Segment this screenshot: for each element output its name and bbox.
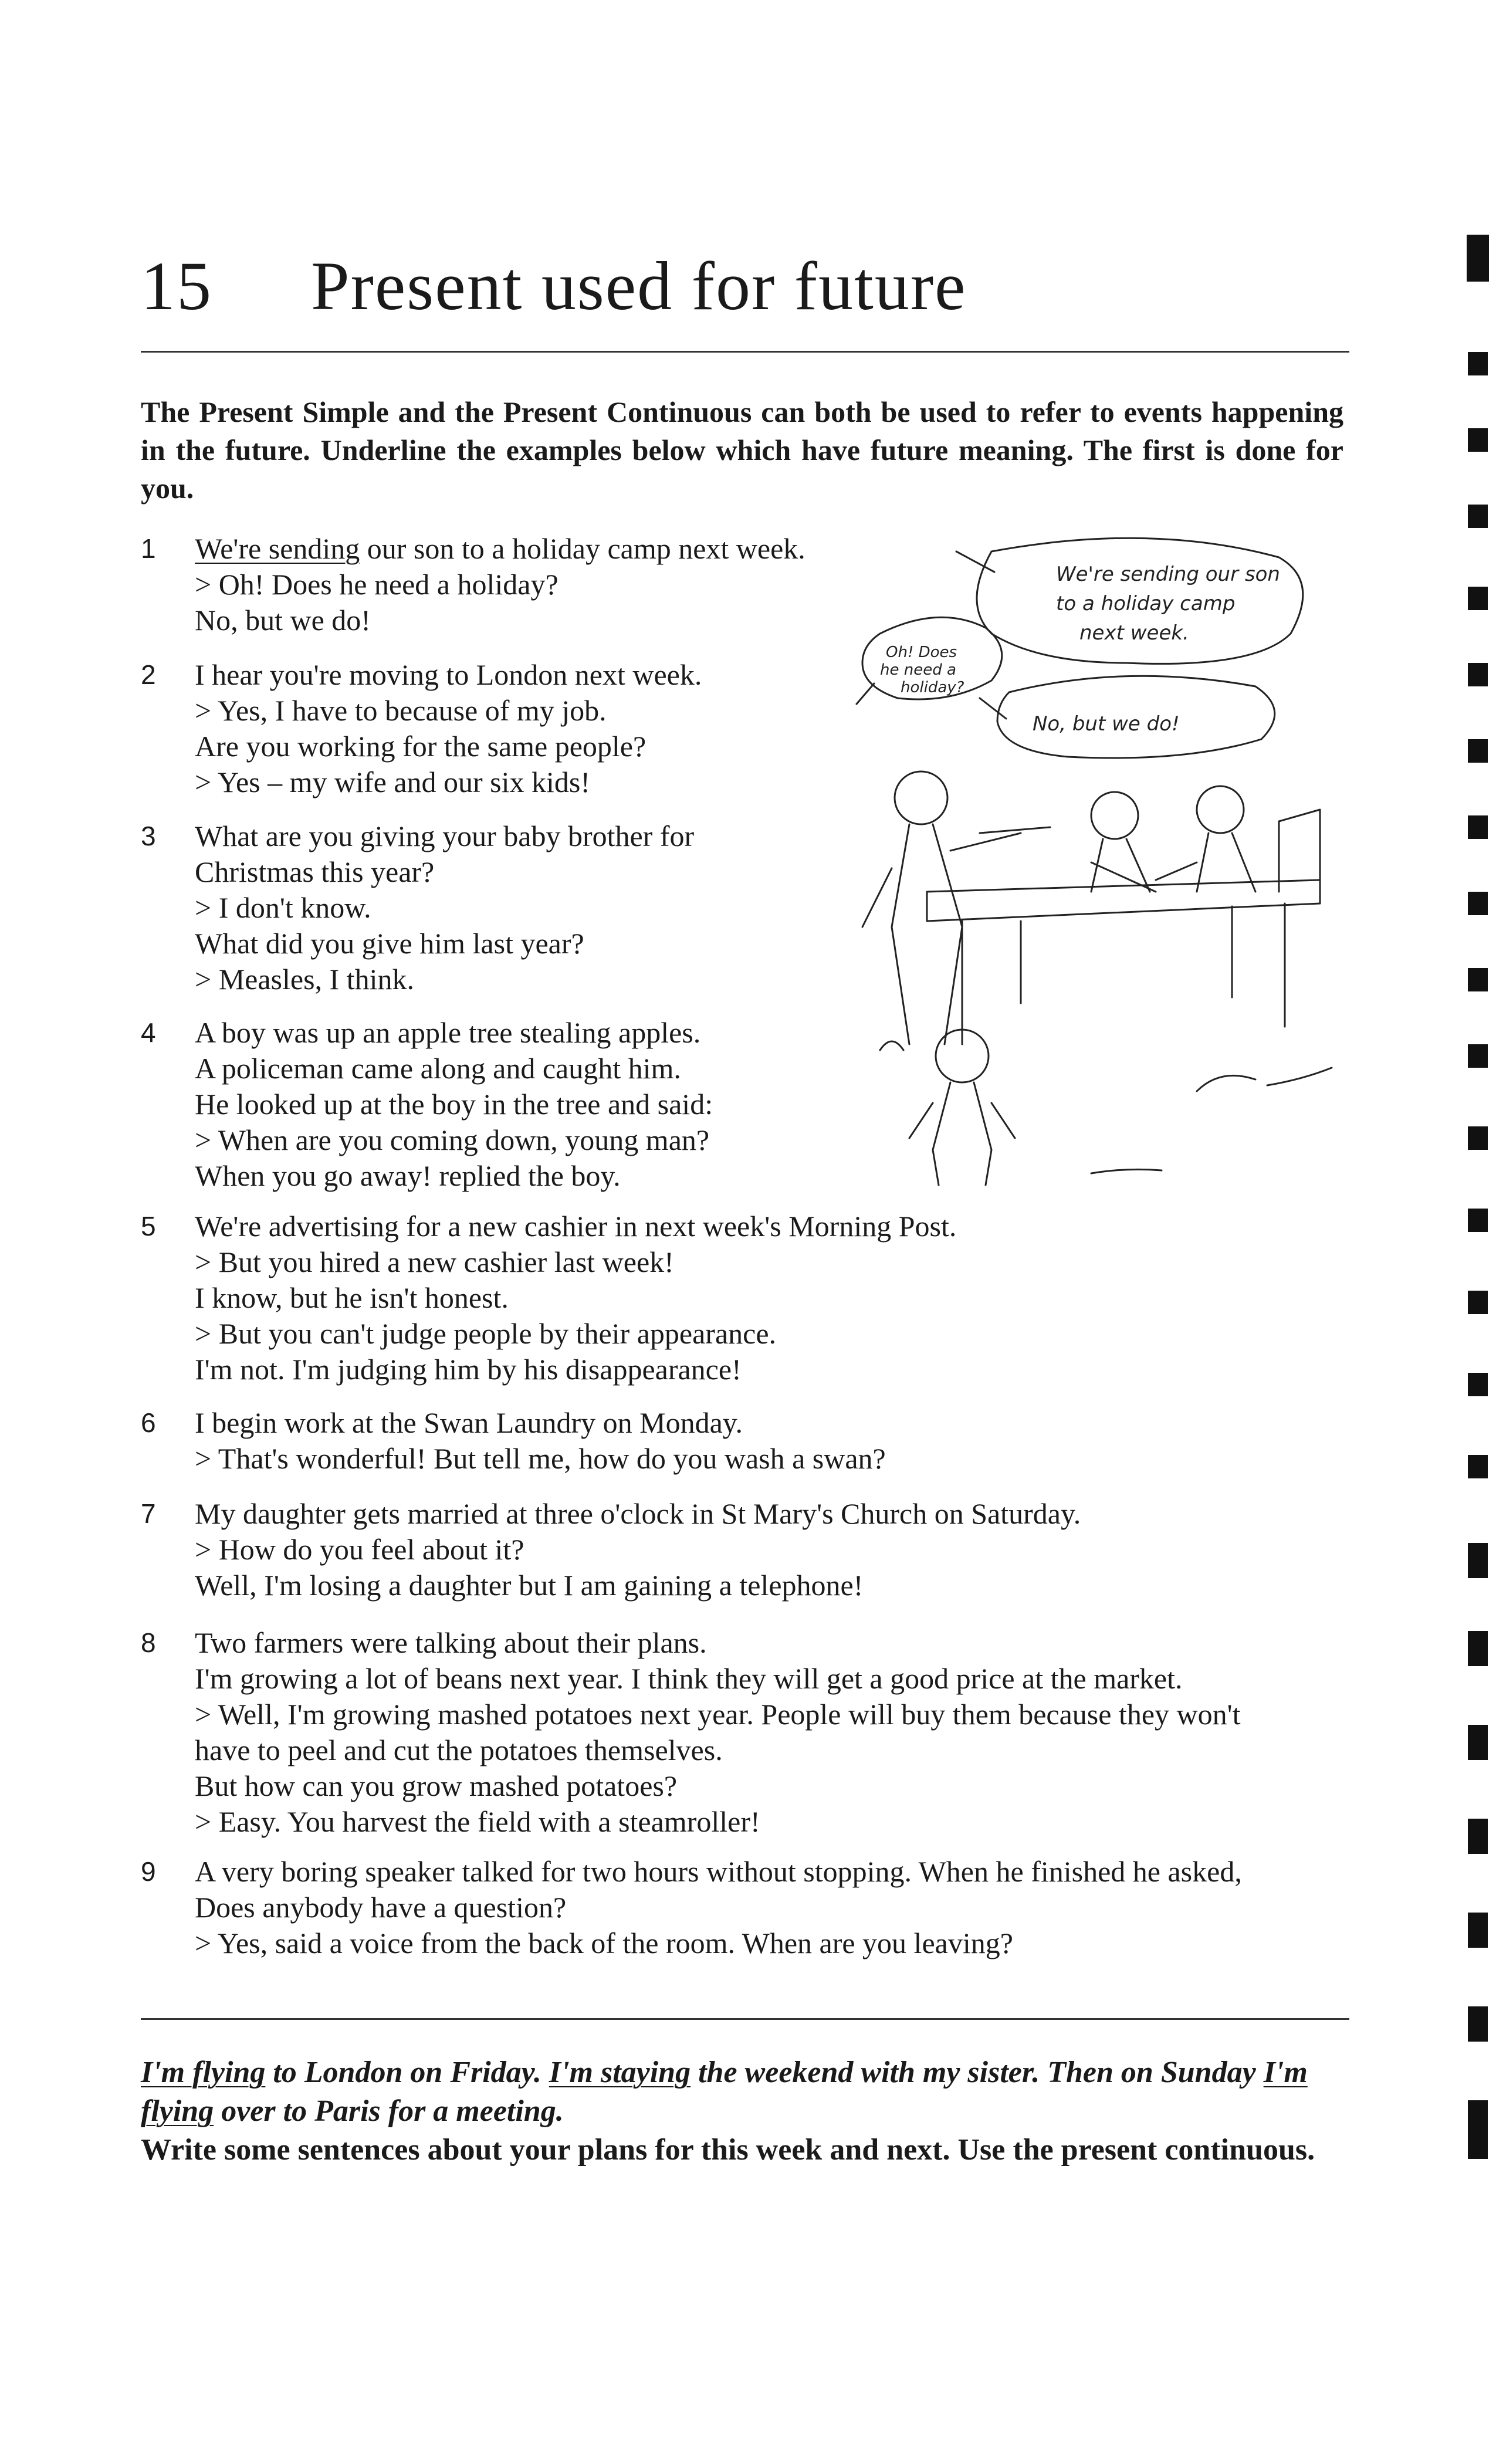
item-line: have to peel and cut the potatoes themselves. — [195, 1734, 723, 1766]
item-line: Well, I'm losing a daughter but I am gaining a telephone! — [195, 1569, 864, 1602]
item-line: A boy was up an apple tree stealing apples. — [195, 1016, 701, 1049]
item-line: > That's wonderful! But tell me, how do you wash a swan? — [195, 1442, 886, 1475]
bubble-reply-text: No, but we do! — [1033, 712, 1180, 736]
bubble-small-line-3: holiday? — [901, 679, 964, 696]
item-line: Christmas this year? — [195, 855, 435, 888]
bubble-large-line-2: to a holiday camp — [1056, 592, 1236, 615]
item-line: I know, but he isn't honest. — [195, 1281, 509, 1314]
item-number: 7 — [141, 1498, 156, 1529]
item-line: A policeman came along and caught him. — [195, 1052, 681, 1085]
item-number: 8 — [141, 1627, 156, 1658]
title-divider — [141, 351, 1349, 353]
item-line: What are you giving your baby brother for — [195, 820, 695, 852]
item-line: My daughter gets married at three o'clock in St Mary's Church on Saturday. — [195, 1497, 1081, 1530]
item-number: 3 — [141, 821, 156, 851]
waiter-head — [895, 771, 947, 824]
example-underlined-1: I'm flying — [141, 2056, 266, 2089]
item-line — [195, 531, 805, 567]
bubble-large-line-1: We're sending our son — [1056, 563, 1280, 586]
page-edge-marks — [1455, 176, 1496, 2229]
bubble-small-line-1: Oh! Does — [886, 644, 957, 661]
example-sentences — [141, 2053, 1349, 2131]
item-line: > But you hired a new cashier last week! — [195, 1245, 674, 1278]
item-line: A very boring speaker talked for two hours without stopping. When he finished he asked, — [195, 1855, 1242, 1888]
father-head — [1091, 792, 1138, 839]
example-underlined-2: I'm staying — [549, 2056, 691, 2089]
example-underlined-3: I'm flying — [141, 2056, 1308, 2128]
item-line: I hear you're moving to London next week. — [195, 658, 702, 691]
item-number: 1 — [141, 533, 156, 564]
item-line: > When are you coming down, young man? — [195, 1123, 710, 1156]
writing-instruction: Write some sentences about your plans for this week and next. Use the present continuous. — [141, 2133, 1315, 2167]
unit-number: 15 — [141, 248, 212, 324]
item-line: What did you give him last year? — [195, 927, 584, 960]
bubble-small-line-2: he need a — [880, 661, 956, 679]
page-title — [141, 246, 967, 326]
example-text-2: the weekend with my sister. Then on Sunday — [691, 2056, 1264, 2089]
item-line: I'm not. I'm judging him by his disappearance! — [195, 1353, 742, 1386]
item-line: No, but we do! — [195, 604, 371, 637]
item-line: But how can you grow mashed potatoes? — [195, 1769, 678, 1802]
item-line: > How do you feel about it? — [195, 1533, 524, 1566]
item-number: 6 — [141, 1407, 156, 1438]
table-top — [927, 880, 1320, 921]
example-text-1: to London on Friday. — [265, 2056, 549, 2089]
underlined-example: We're sending — [195, 532, 360, 565]
item-line: Two farmers were talking about their plans. — [195, 1626, 707, 1659]
item-line-rest: our son to a holiday camp next week. — [360, 532, 805, 565]
intro-instructions: The Present Simple and the Present Continuous can both be used to refer to events happening in the future. Underline the examples below which have future meaning. The first is done for you. — [141, 395, 1343, 505]
item-number: 9 — [141, 1856, 156, 1887]
item-line: > Yes – my wife and our six kids! — [195, 766, 591, 798]
item-line: > Yes, said a voice from the back of the room. When are you leaving? — [195, 1927, 1013, 1959]
item-line: > Yes, I have to because of my job. — [195, 694, 607, 727]
mother-head — [1197, 786, 1244, 833]
footer-divider — [141, 2018, 1349, 2020]
item-line: Does anybody have a question? — [195, 1891, 567, 1924]
item-line: He looked up at the boy in the tree and said: — [195, 1088, 713, 1121]
item-number: 2 — [141, 659, 156, 690]
item-line: > Easy. You harvest the field with a steamroller! — [195, 1805, 760, 1838]
item-number: 4 — [141, 1017, 156, 1048]
item-line: > Measles, I think. — [195, 963, 414, 996]
item-line: When you go away! replied the boy. — [195, 1159, 621, 1192]
item-line: I'm growing a lot of beans next year. I think they will get a good price at the market. — [195, 1662, 1183, 1695]
item-line: We're advertising for a new cashier in next week's Morning Post. — [195, 1210, 957, 1243]
bubble-large-line-3: next week. — [1079, 621, 1189, 645]
speech-bubble-small-tail — [857, 683, 874, 704]
item-line: > But you can't judge people by their appearance. — [195, 1317, 777, 1350]
item-line: > Oh! Does he need a holiday? — [195, 568, 559, 601]
item-line: I begin work at the Swan Laundry on Monday. — [195, 1406, 743, 1439]
item-number: 5 — [141, 1211, 156, 1241]
unit-title: Present used for future — [311, 248, 967, 324]
cartoon-illustration — [774, 516, 1361, 1197]
item-line: > I don't know. — [195, 891, 371, 924]
footer-section — [141, 2053, 1349, 2169]
item-line: Are you working for the same people? — [195, 730, 647, 763]
item-line: > Well, I'm growing mashed potatoes next year. People will buy them because they won't — [195, 1698, 1241, 1731]
speech-bubble-large-tail — [956, 551, 994, 572]
example-text-3: over to Paris for a meeting. — [214, 2094, 564, 2128]
